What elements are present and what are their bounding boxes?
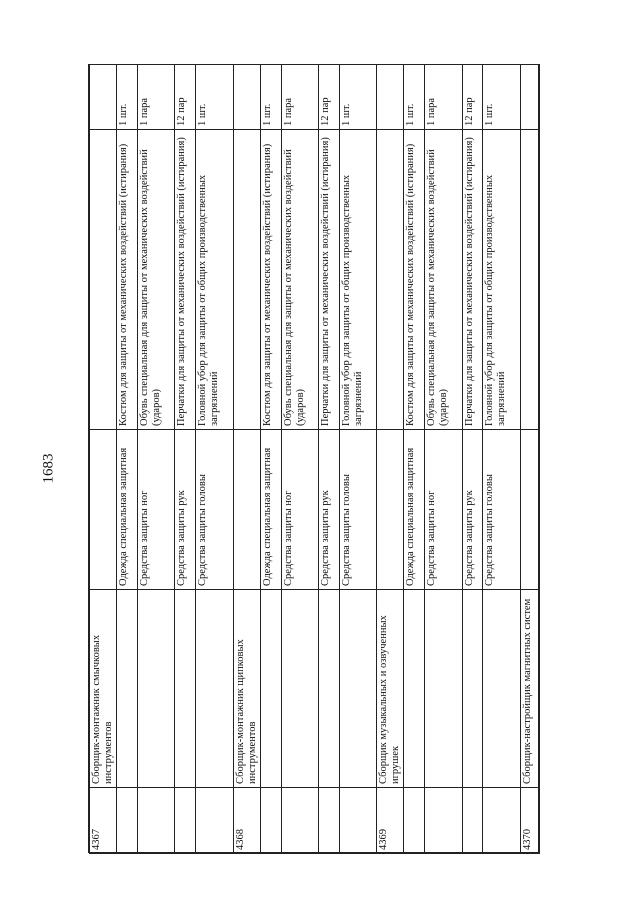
table-row bbox=[175, 65, 196, 854]
quantity-cell: 1 шт. bbox=[339, 65, 376, 130]
ppe-item-cell: Головной убор для защиты от общих производственных загрязнений bbox=[196, 130, 233, 430]
ppe-type-cell: Средства защиты ног bbox=[281, 430, 318, 590]
profession-cell bbox=[260, 590, 281, 788]
quantity-cell: 1 шт. bbox=[483, 65, 521, 130]
table-row bbox=[137, 65, 174, 854]
ppe-type-cell: Одежда специальная защитная bbox=[117, 430, 138, 590]
quantity-cell: 12 пар bbox=[175, 65, 196, 130]
ppe-type-cell bbox=[521, 430, 540, 590]
quantity-cell: 1 пара bbox=[425, 65, 462, 130]
quantity-cell: 12 пар bbox=[319, 65, 340, 130]
ppe-item-cell bbox=[90, 130, 117, 430]
ppe-item-cell: Перчатки для защиты от механических воздействий (истирания) bbox=[319, 130, 340, 430]
rotated-table-container bbox=[89, 65, 540, 854]
ppe-type-cell bbox=[377, 430, 404, 590]
row-number-cell bbox=[319, 788, 340, 854]
ppe-item-cell: Обувь специальная для защиты от механических воздействий (ударов) bbox=[281, 130, 318, 430]
row-number-cell bbox=[196, 788, 233, 854]
ppe-type-cell bbox=[233, 430, 260, 590]
ppe-type-cell: Средства защиты ног bbox=[137, 430, 174, 590]
table-row bbox=[425, 65, 462, 854]
table-row bbox=[196, 65, 233, 854]
ppe-item-cell: Костюм для защиты от механических воздействий (истирания) bbox=[260, 130, 281, 430]
ppe-item-cell: Головной убор для защиты от общих производственных загрязнений bbox=[339, 130, 376, 430]
quantity-cell: 1 пара bbox=[137, 65, 174, 130]
row-number-cell bbox=[175, 788, 196, 854]
quantity-cell bbox=[90, 65, 117, 130]
ppe-type-cell: Средства защиты головы bbox=[196, 430, 233, 590]
table-row bbox=[90, 65, 117, 854]
ppe-item-cell: Головной убор для защиты от общих производственных загрязнений bbox=[483, 130, 521, 430]
row-number-cell bbox=[483, 788, 521, 854]
profession-cell bbox=[281, 590, 318, 788]
quantity-cell: 1 шт. bbox=[196, 65, 233, 130]
profession-cell bbox=[339, 590, 376, 788]
row-number-cell bbox=[425, 788, 462, 854]
quantity-cell: 1 шт. bbox=[117, 65, 138, 130]
ppe-type-cell: Средства защиты рук bbox=[462, 430, 483, 590]
profession-cell bbox=[404, 590, 425, 788]
profession-cell: Сборщик-настройщик магнитных систем bbox=[521, 590, 540, 788]
table-row bbox=[281, 65, 318, 854]
quantity-cell bbox=[521, 65, 540, 130]
quantity-cell bbox=[377, 65, 404, 130]
ppe-type-cell: Средства защиты ног bbox=[425, 430, 462, 590]
table-row bbox=[521, 65, 540, 854]
table-row bbox=[404, 65, 425, 854]
row-number-cell bbox=[281, 788, 318, 854]
profession-cell: Сборщик-монтажник щипковых инструментов bbox=[233, 590, 260, 788]
ppe-item-cell bbox=[521, 130, 540, 430]
ppe-type-cell: Средства защиты головы bbox=[339, 430, 376, 590]
rotated-table-frame bbox=[88, 64, 539, 853]
profession-cell bbox=[117, 590, 138, 788]
page-number: 1683 bbox=[40, 453, 57, 484]
ppe-item-cell bbox=[233, 130, 260, 430]
profession-cell bbox=[483, 590, 521, 788]
profession-cell bbox=[137, 590, 174, 788]
profession-cell: Сборщик-монтажник смычковых инструментов bbox=[90, 590, 117, 788]
ppe-item-cell bbox=[377, 130, 404, 430]
table-row bbox=[339, 65, 376, 854]
row-number-cell bbox=[260, 788, 281, 854]
ppe-norms-table bbox=[89, 64, 540, 854]
row-number-cell bbox=[117, 788, 138, 854]
profession-cell bbox=[425, 590, 462, 788]
row-number-cell: 4369 bbox=[377, 788, 404, 854]
table-row bbox=[117, 65, 138, 854]
ppe-type-cell: Средства защиты головы bbox=[483, 430, 521, 590]
ppe-type-cell: Одежда специальная защитная bbox=[260, 430, 281, 590]
table-row bbox=[483, 65, 521, 854]
ppe-type-cell: Средства защиты рук bbox=[175, 430, 196, 590]
ppe-item-cell: Костюм для защиты от механических воздействий (истирания) bbox=[404, 130, 425, 430]
profession-cell bbox=[319, 590, 340, 788]
quantity-cell bbox=[233, 65, 260, 130]
ppe-type-cell: Одежда специальная защитная bbox=[404, 430, 425, 590]
profession-cell bbox=[175, 590, 196, 788]
row-number-cell bbox=[404, 788, 425, 854]
table-row bbox=[462, 65, 483, 854]
profession-cell bbox=[462, 590, 483, 788]
table-body bbox=[90, 65, 540, 854]
quantity-cell: 1 шт. bbox=[260, 65, 281, 130]
ppe-type-cell: Средства защиты рук bbox=[319, 430, 340, 590]
table-row bbox=[233, 65, 260, 854]
ppe-item-cell: Перчатки для защиты от механических воздействий (истирания) bbox=[175, 130, 196, 430]
ppe-item-cell: Костюм для защиты от механических воздействий (истирания) bbox=[117, 130, 138, 430]
quantity-cell: 1 пара bbox=[281, 65, 318, 130]
table-row bbox=[377, 65, 404, 854]
profession-cell: Сборщик музыкальных и озвученных игрушек bbox=[377, 590, 404, 788]
quantity-cell: 12 пар bbox=[462, 65, 483, 130]
ppe-type-cell bbox=[90, 430, 117, 590]
row-number-cell bbox=[339, 788, 376, 854]
row-number-cell: 4368 bbox=[233, 788, 260, 854]
ppe-item-cell: Обувь специальная для защиты от механических воздействий (ударов) bbox=[137, 130, 174, 430]
table-row bbox=[260, 65, 281, 854]
ppe-item-cell: Обувь специальная для защиты от механических воздействий (ударов) bbox=[425, 130, 462, 430]
row-number-cell bbox=[137, 788, 174, 854]
ppe-item-cell: Перчатки для защиты от механических воздействий (истирания) bbox=[462, 130, 483, 430]
row-number-cell: 4370 bbox=[521, 788, 540, 854]
row-number-cell: 4367 bbox=[90, 788, 117, 854]
table-row bbox=[319, 65, 340, 854]
profession-cell bbox=[196, 590, 233, 788]
row-number-cell bbox=[462, 788, 483, 854]
quantity-cell: 1 шт. bbox=[404, 65, 425, 130]
